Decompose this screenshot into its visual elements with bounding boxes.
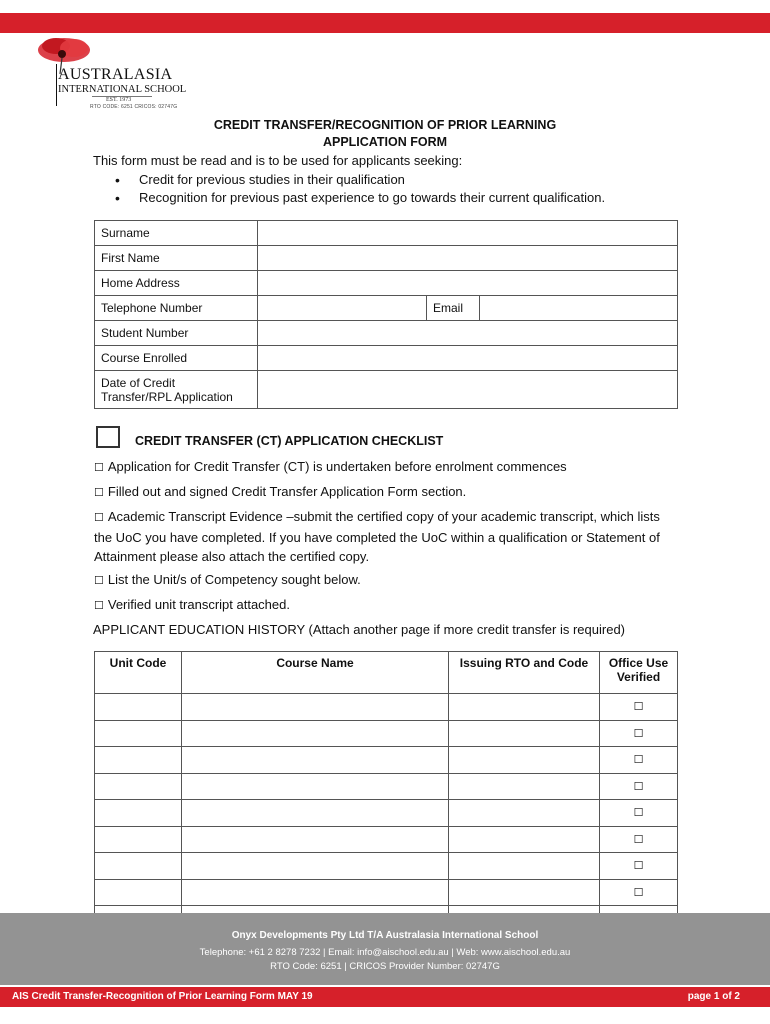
verified-checkbox[interactable]: ☐: [633, 807, 644, 820]
office-use-cell: [600, 800, 678, 827]
office-use-cell: [600, 694, 678, 721]
footer-company: Onyx Developments Pty Ltd T/A Australasia International School: [231, 930, 539, 941]
checklist-item-text: Verified unit transcript attached.: [107, 597, 290, 612]
intro-bullet: • Credit for previous studies in their qualification: [113, 171, 605, 189]
checklist-item-text: Filled out and signed Credit Transfer Application Form section.: [107, 484, 467, 499]
unit-code-cell[interactable]: [95, 747, 182, 774]
checklist-item: [94, 595, 674, 616]
student-number-field[interactable]: [258, 321, 678, 346]
table-row: [95, 747, 678, 774]
checkbox[interactable]: ☐: [94, 512, 104, 524]
column-header-issuing-rto: Issuing RTO and Code: [449, 652, 600, 694]
logo-rto: RTO CODE: 6251 CRICOS: 02747G: [90, 104, 178, 110]
verified-checkbox[interactable]: ☐: [633, 754, 644, 767]
logo-subtitle: INTERNATIONAL SCHOOL: [58, 84, 187, 95]
education-history-heading: APPLICANT EDUCATION HISTORY (Attach another page if more credit transfer is required): [93, 622, 625, 637]
page-number: page 1 of 2: [687, 991, 740, 1002]
checkbox[interactable]: ☐: [94, 600, 104, 612]
course-name-cell[interactable]: [182, 773, 449, 800]
checklist-item: [94, 482, 674, 503]
course-name-cell[interactable]: [182, 879, 449, 906]
unit-code-cell[interactable]: [95, 773, 182, 800]
student-number-label: Student Number: [95, 321, 258, 346]
issuing-rto-cell[interactable]: [449, 800, 600, 827]
checklist-title: CREDIT TRANSFER (CT) APPLICATION CHECKLIST: [135, 434, 444, 448]
office-use-cell: [600, 773, 678, 800]
footer: [0, 913, 770, 985]
checklist-item-text: List the Unit/s of Competency sought below.: [107, 572, 361, 587]
course-enrolled-field[interactable]: [258, 346, 678, 371]
intro-text: This form must be read and is to be used for applicants seeking:: [93, 153, 463, 168]
issuing-rto-cell[interactable]: [449, 826, 600, 853]
checklist-item: [94, 570, 674, 591]
course-name-cell[interactable]: [182, 720, 449, 747]
telephone-field[interactable]: [258, 296, 427, 321]
email-label: Email: [427, 296, 480, 321]
column-header-course-name: Course Name: [182, 652, 449, 694]
application-date-label-line1: Date of Credit: [101, 375, 176, 390]
verified-checkbox[interactable]: ☐: [633, 727, 644, 740]
email-field[interactable]: [480, 296, 678, 321]
unit-code-cell[interactable]: [95, 720, 182, 747]
unit-code-cell[interactable]: [95, 694, 182, 721]
issuing-rto-cell[interactable]: [449, 773, 600, 800]
education-history-table: [94, 651, 678, 933]
telephone-label: Telephone Number: [95, 296, 258, 321]
form-name: AIS Credit Transfer-Recognition of Prior Learning Form MAY 19: [12, 991, 313, 1002]
unit-code-cell[interactable]: [95, 853, 182, 880]
course-name-cell[interactable]: [182, 694, 449, 721]
first-name-label: First Name: [95, 246, 258, 271]
logo-stem-line: [56, 64, 57, 106]
unit-code-cell[interactable]: [95, 879, 182, 906]
footer-contact: Telephone: +61 2 8278 7232 | Email: info@aischool.edu.au | Web: www.aischool.edu.au: [199, 947, 571, 958]
checklist-items: [94, 457, 674, 620]
application-date-field[interactable]: [258, 371, 678, 409]
course-name-cell[interactable]: [182, 853, 449, 880]
top-accent-bar: [0, 13, 770, 33]
issuing-rto-cell[interactable]: [449, 694, 600, 721]
office-use-cell: [600, 826, 678, 853]
verified-checkbox[interactable]: ☐: [633, 886, 644, 899]
checklist-item: [94, 457, 674, 478]
table-row: [95, 720, 678, 747]
office-use-cell: [600, 747, 678, 774]
course-name-cell[interactable]: [182, 826, 449, 853]
home-address-label: Home Address: [95, 271, 258, 296]
issuing-rto-cell[interactable]: [449, 853, 600, 880]
office-use-cell: [600, 720, 678, 747]
checklist-item-text: Academic Transcript Evidence –submit the certified copy of your academic transcript, which lists the UoC you have completed. If you have completed the UoC within a qualification or Statement of Attainment please also attach the certified copy.: [94, 509, 660, 564]
office-use-cell: [600, 853, 678, 880]
verified-checkbox[interactable]: ☐: [633, 860, 644, 873]
bottom-bar: [0, 987, 770, 1007]
verified-checkbox[interactable]: ☐: [633, 701, 644, 714]
school-logo: [34, 36, 194, 112]
checklist-main-checkbox[interactable]: [96, 426, 120, 448]
surname-label: Surname: [95, 221, 258, 246]
checklist-item: [94, 507, 674, 566]
course-enrolled-label: Course Enrolled: [95, 346, 258, 371]
course-name-cell[interactable]: [182, 800, 449, 827]
verified-checkbox[interactable]: ☐: [633, 780, 644, 793]
issuing-rto-cell[interactable]: [449, 879, 600, 906]
unit-code-cell[interactable]: [95, 800, 182, 827]
table-row: [95, 800, 678, 827]
checkbox[interactable]: ☐: [94, 462, 104, 474]
checkbox[interactable]: ☐: [94, 575, 104, 587]
home-address-field[interactable]: [258, 271, 678, 296]
logo-est: EST. 1973: [106, 97, 132, 103]
application-date-label-line2: Transfer/RPL Application: [101, 389, 233, 404]
unit-code-cell[interactable]: [95, 826, 182, 853]
education-rows: [95, 694, 678, 933]
intro-bullet: • Recognition for previous past experience to go towards their current qualification.: [113, 189, 605, 207]
logo-title: AUSTRALASIA: [58, 66, 173, 83]
table-row: [95, 826, 678, 853]
column-header-office-use: Office Use Verified: [600, 652, 678, 694]
column-header-unit-code: Unit Code: [95, 652, 182, 694]
table-row: [95, 773, 678, 800]
table-row: [95, 853, 678, 880]
table-row: [95, 879, 678, 906]
intro-bullets: [113, 171, 605, 207]
first-name-field[interactable]: [258, 246, 678, 271]
footer-codes: RTO Code: 6251 | CRICOS Provider Number: 02747G: [270, 961, 500, 972]
issuing-rto-cell[interactable]: [449, 747, 600, 774]
office-use-cell: [600, 879, 678, 906]
applicant-details-table: [94, 220, 678, 409]
table-row: [95, 694, 678, 721]
checklist-item-text: Application for Credit Transfer (CT) is undertaken before enrolment commences: [107, 459, 567, 474]
form-title-line2: APPLICATION FORM: [322, 135, 448, 149]
surname-field[interactable]: [258, 221, 678, 246]
course-name-cell[interactable]: [182, 747, 449, 774]
application-date-label: [95, 371, 258, 409]
verified-checkbox[interactable]: ☐: [633, 833, 644, 846]
checkbox[interactable]: ☐: [94, 487, 104, 499]
form-title-line1: CREDIT TRANSFER/RECOGNITION OF PRIOR LEARNING: [213, 118, 557, 132]
issuing-rto-cell[interactable]: [449, 720, 600, 747]
